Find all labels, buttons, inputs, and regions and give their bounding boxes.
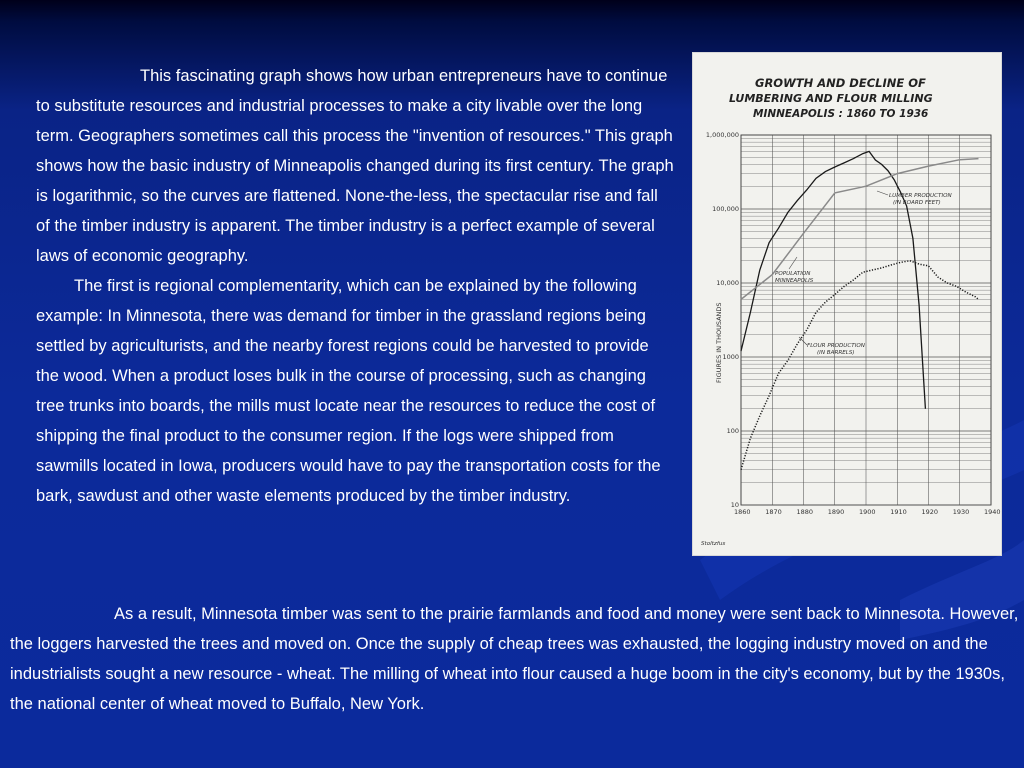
y-tick-label: 1000 [722,353,739,361]
x-tick-label: 1940 [984,508,1001,516]
x-tick-label: 1910 [890,508,907,516]
paragraph-intro: This fascinating graph shows how urban entrepreneurs have to continue to substitute resources and industrial processes to make a city livable over the long term. Geographers sometimes call this process the "invention of resources." This graph shows how the basic industry of Minneapolis changed during its first century. The graph is logarithmic, so the curves are flattened. None-the-less, the spectacular rise and fall of the timber industry is apparent. The timber industry is a perfect example of several laws of economic geography. [36,67,674,265]
lower-text-block [10,599,1020,719]
y-tick-label: 1,000,000 [705,131,739,139]
y-tick-label: 10,000 [716,279,739,287]
lumber-annotation-line2: (IN BOARD FEET) [893,200,941,206]
chart-title-line2: LUMBERING AND FLOUR MILLING [729,92,933,105]
lumber-annotation-pointer [877,191,888,195]
lumber-annotation-line1: LUMBER PRODUCTION [889,193,952,199]
paragraph-result: As a result, Minnesota timber was sent to the prairie farmlands and food and money were sent back to Minnesota. However, the loggers harvested the trees and moved on. Once the supply of cheap trees was exhausted, the logging industry moved on and the industrialists sought a new resource - wheat. The milling of wheat into flour caused a huge boom in the city's economy, but by the 1930s, the national center of wheat moved to Buffalo, New York. [10,605,1019,713]
x-tick-label: 1900 [859,508,876,516]
chart-signature: Stoltzfus [701,541,726,547]
flour-annotation-line1: FLOUR PRODUCTION [807,343,865,349]
population-annotation-line1: POPULATION [775,271,811,277]
flour-annotation-pointer [799,337,807,345]
flour-series-line [741,261,979,470]
lumber-series-line [741,151,925,408]
chart-title-line1: GROWTH AND DECLINE OF [755,76,926,90]
x-tick-label: 1930 [952,508,970,516]
y-tick-label: 100 [726,427,739,435]
y-tick-label: 100,000 [712,205,739,213]
population-annotation-line2: MINNEAPOLIS [775,278,814,284]
x-tick-label: 1920 [921,508,939,516]
chart-figure [692,52,1002,556]
x-tick-label: 1890 [827,508,845,516]
chart-title-line3: MINNEAPOLIS : 1860 TO 1936 [753,108,929,120]
y-tick-label: 10 [730,501,739,509]
chart-ylabel: FIGURES IN THOUSANDS [715,302,723,383]
flour-annotation-line2: (IN BARRELS) [817,350,855,356]
chart-svg [693,53,1001,555]
x-tick-label: 1860 [734,508,751,516]
upper-text-block [36,61,676,511]
paragraph-complementarity: The first is regional complementarity, which can be explained by the following example: In Minnesota, there was demand for timber in the grassland regions being settled by agriculturists, and the nearby forest regions could be harvested to provide the wood. When a product loses bulk in the course of processing, such as changing tree trunks into boards, the mills must locate near the resources to reduce the cost of shipping the final product to the consumer region. If the logs were shipped from sawmills located in Iowa, producers would have to pay the transportation costs for the bark, sawdust and other waste elements produced by the timber industry. [36,277,661,505]
population-annotation-pointer [789,257,797,269]
x-tick-label: 1880 [796,508,814,516]
x-tick-label: 1870 [765,508,782,516]
